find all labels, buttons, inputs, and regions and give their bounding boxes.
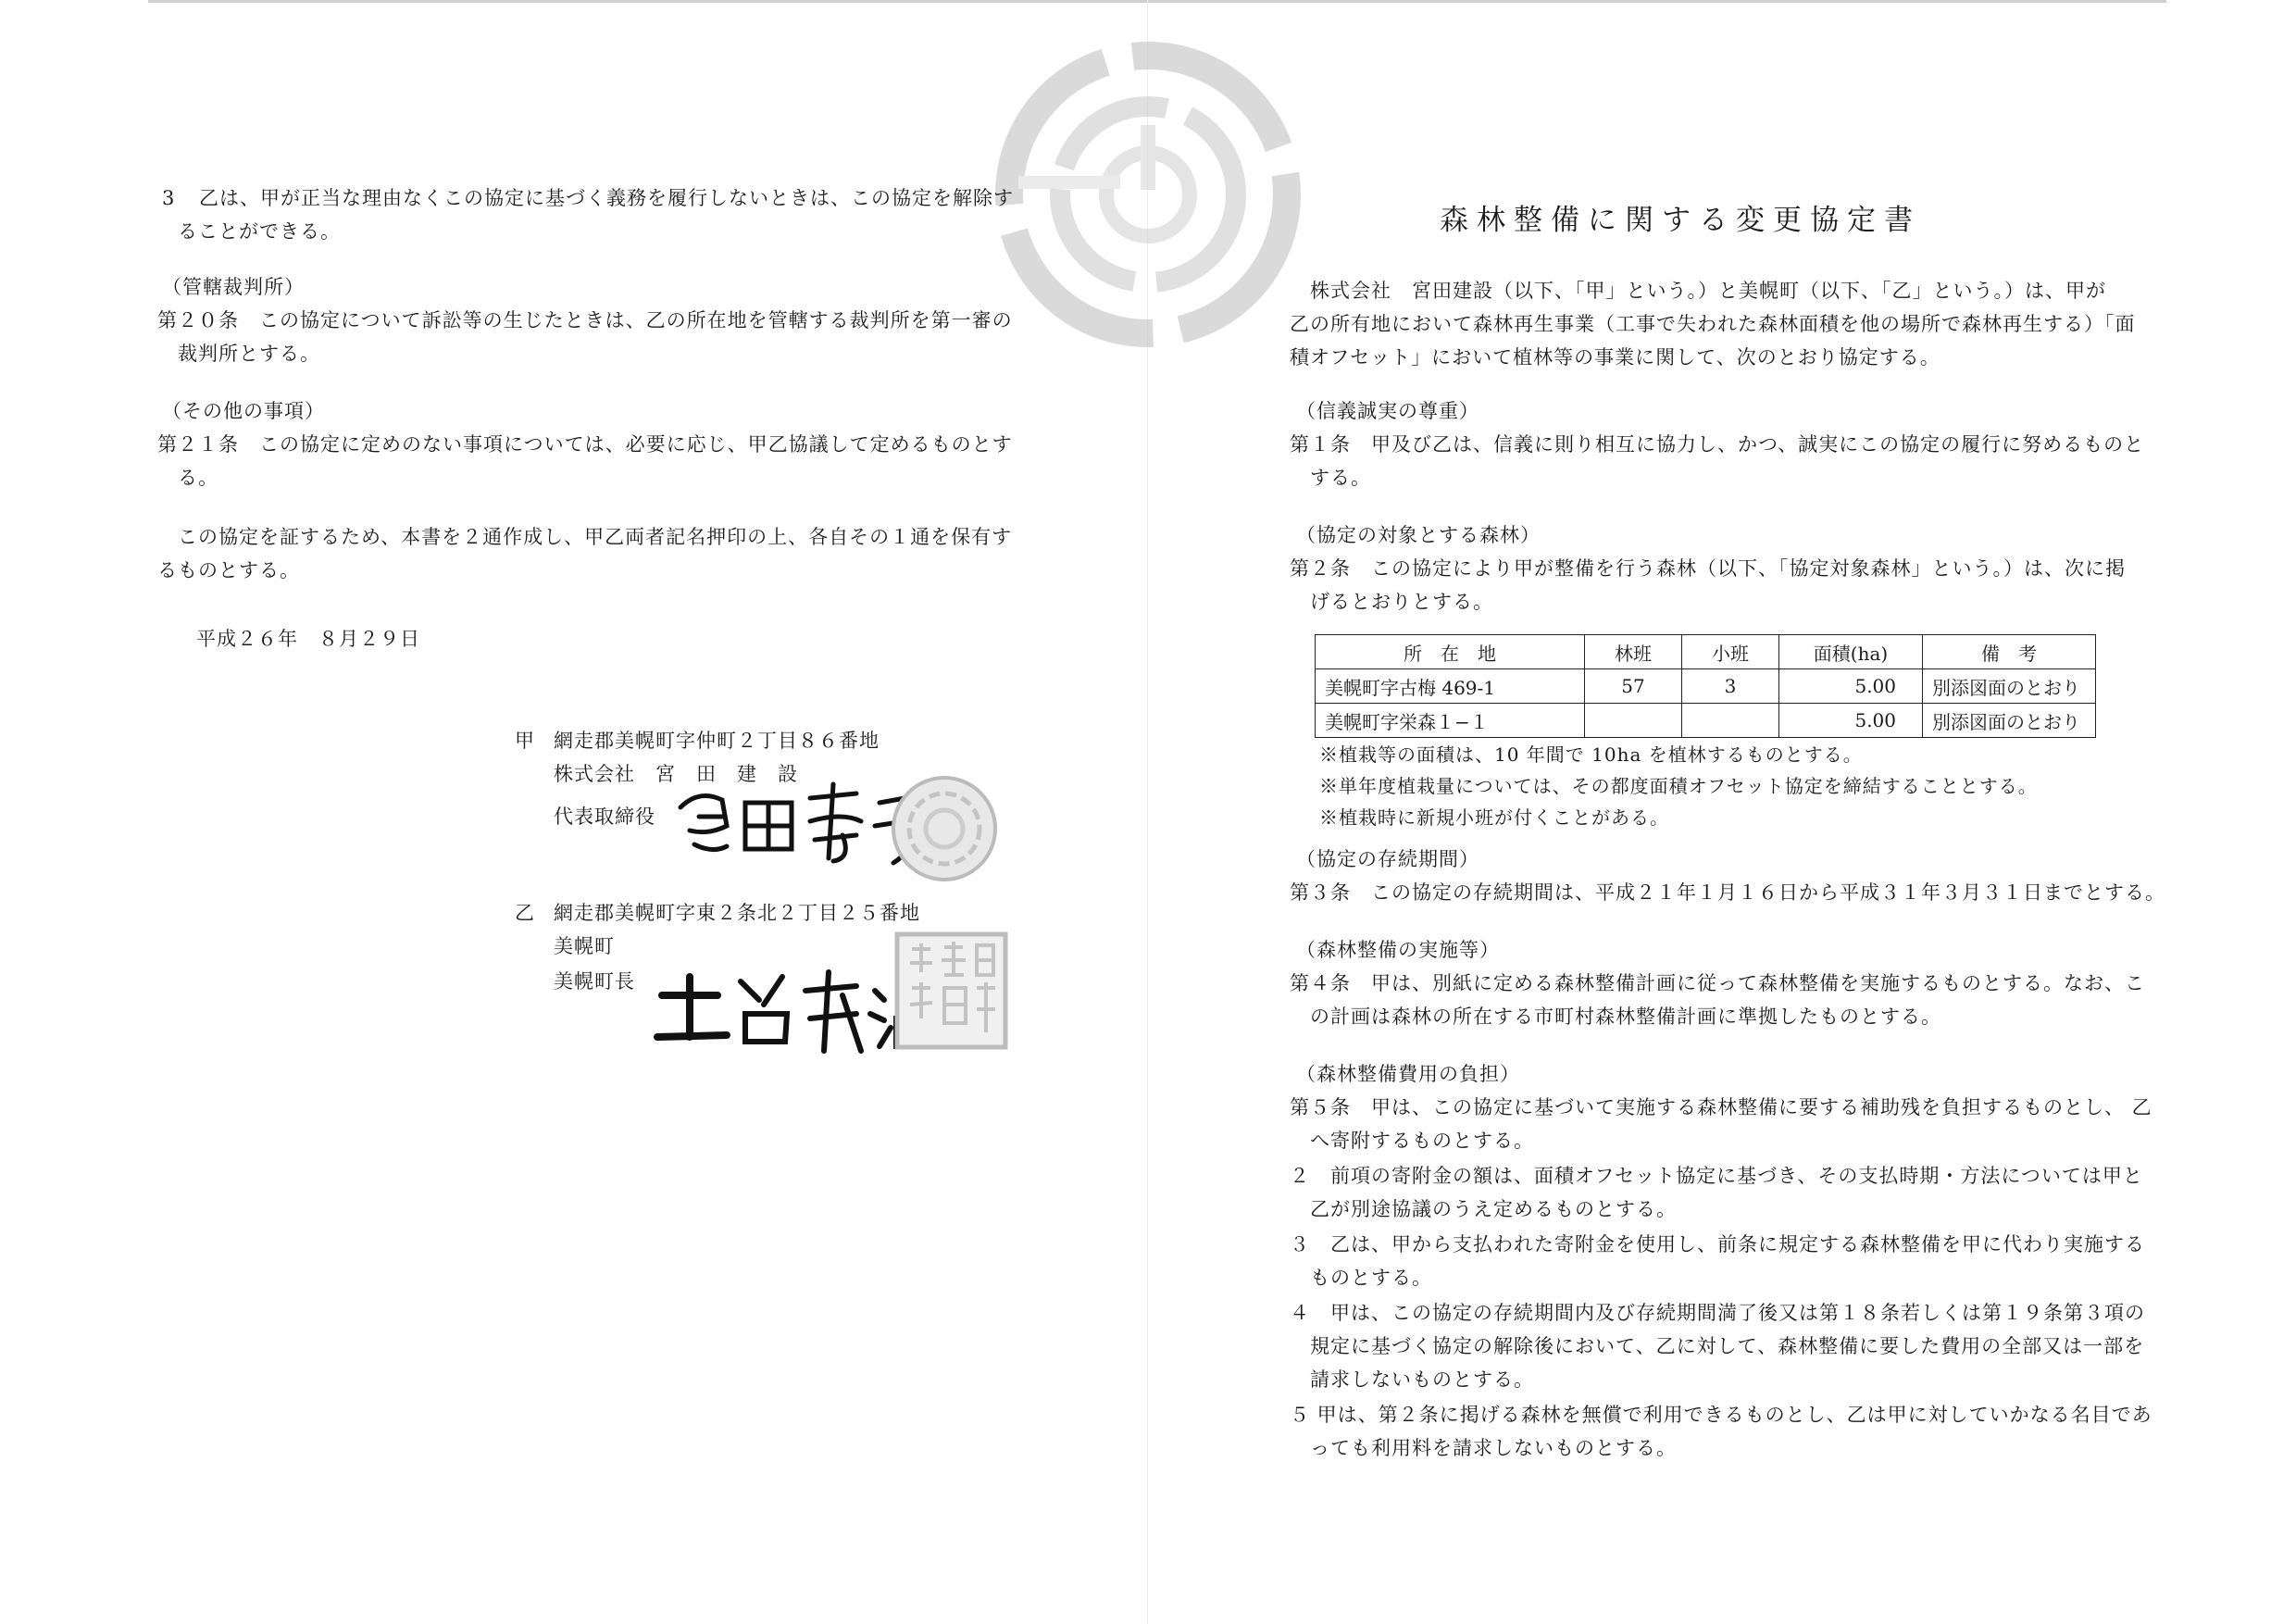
clause-3-number: 3 bbox=[162, 187, 176, 209]
contract-date: 平成２６年 ８月２９日 bbox=[196, 628, 420, 650]
art3-heading: （協定の存続期間） bbox=[1296, 848, 1479, 870]
cell-rinpan bbox=[1585, 704, 1682, 738]
cell-notes: 別添図面のとおり bbox=[1923, 669, 2096, 704]
art5-p3-line2: ものとする。 bbox=[1310, 1267, 1432, 1289]
party-b-org: 美幌町 bbox=[554, 935, 615, 957]
table-row bbox=[1316, 669, 2096, 704]
art2-heading: （協定の対象とする森林） bbox=[1296, 524, 1541, 546]
clause-3-line1: 乙は、甲が正当な理由なくこの協定に基づく義務を履行しないときは、この協定を解除す bbox=[199, 187, 1014, 209]
closing-line2: るものとする。 bbox=[157, 559, 300, 581]
cell-shohan: 3 bbox=[1682, 669, 1779, 704]
table-header-row bbox=[1316, 635, 2096, 669]
clause-3-line2: ることができる。 bbox=[178, 220, 341, 243]
art2-line2: げるとおりとする。 bbox=[1310, 591, 1493, 613]
table-row bbox=[1316, 704, 2096, 738]
header-notes: 備 考 bbox=[1923, 635, 2096, 669]
art5-p5-line1: ５ 甲は、第２条に掲げる森林を無償で利用できるものとし、乙は甲に対していかなる名目であ bbox=[1290, 1404, 2152, 1426]
art1-line1: 第１条 甲及び乙は、信義に則り相互に協力し、かつ、誠実にこの協定の履行に努めるものと bbox=[1290, 433, 2145, 456]
art5-line2: へ寄附するものとする。 bbox=[1310, 1130, 1534, 1152]
party-a-address: 網走郡美幌町字仲町２丁目８６番地 bbox=[554, 730, 880, 752]
party-b-signature bbox=[648, 963, 926, 1065]
art1-line2: する。 bbox=[1310, 467, 1371, 489]
closing-line1: この協定を証するため、本書を２通作成し、甲乙両者記名押印の上、各自その１通を保有す bbox=[178, 526, 1013, 548]
header-shohan: 小班 bbox=[1682, 635, 1779, 669]
party-a-mark: 甲 bbox=[515, 730, 535, 752]
party-b-role: 美幌町長 bbox=[554, 970, 635, 993]
intro-line1: 株式会社 宮田建設（以下、「甲」という。）と美幌町（以下、「乙」という。）は、甲が bbox=[1310, 280, 2106, 302]
art1-heading: （信義誠実の尊重） bbox=[1296, 400, 1479, 422]
header-rinpan: 林班 bbox=[1585, 635, 1682, 669]
art3-line1: 第３条 この協定の存続期間は、平成２１年１月１６日から平成３１年３月３１日までとする。 bbox=[1290, 881, 2165, 904]
art21-line1: 第２１条 この協定に定めのない事項については、必要に応じ、甲乙協議して定めるものとす bbox=[157, 433, 1013, 456]
art5-p4-line2: 規定に基づく協定の解除後において、乙に対して、森林整備に要した費用の全部又は一部を bbox=[1310, 1335, 2145, 1357]
art20-line2: 裁判所とする。 bbox=[178, 343, 320, 365]
art21-line2: る。 bbox=[178, 467, 218, 489]
party-a-role: 代表取締役 bbox=[554, 806, 655, 828]
party-a-company: 株式会社 宮 田 建 設 bbox=[554, 763, 798, 785]
intro-line3: 積オフセット」において植林等の事業に関して、次のとおり協定する。 bbox=[1290, 346, 1940, 369]
cell-shohan bbox=[1682, 704, 1779, 738]
party-b-mark: 乙 bbox=[515, 902, 535, 924]
cell-area: 5.00 bbox=[1779, 704, 1923, 738]
table-note-2: ※単年度植栽量については、その都度面積オフセット協定を締結することとする。 bbox=[1319, 775, 2038, 797]
header-area: 面積(ha) bbox=[1779, 635, 1923, 669]
table-note-1: ※植栽等の面積は、10 年間で 10ha を植林するものとする。 bbox=[1319, 743, 1863, 766]
party-b-official-seal bbox=[893, 931, 1009, 1051]
document-title: 森林整備に関する変更協定書 bbox=[1440, 204, 1921, 237]
forest-table bbox=[1315, 634, 2096, 738]
art5-line1: 第５条 甲は、この協定に基づいて実施する森林整備に要する補助残を負担するものとし、 乙 bbox=[1290, 1096, 2152, 1118]
party-a-company-seal bbox=[889, 773, 1000, 884]
art4-line2: の計画は森林の所在する市町村森林整備計画に準拠したものとする。 bbox=[1310, 1006, 1941, 1028]
art5-p2-line2: 乙が別途協議のうえ定めるものとする。 bbox=[1310, 1198, 1677, 1220]
party-b-address: 網走郡美幌町字東２条北２丁目２５番地 bbox=[554, 902, 920, 924]
header-location: 所 在 地 bbox=[1316, 635, 1585, 669]
art2-line1: 第２条 この協定により甲が整備を行う森林（以下、「協定対象森林」という。）は、次に掲 bbox=[1290, 557, 2126, 580]
art4-heading: （森林整備の実施等） bbox=[1296, 939, 1500, 961]
cell-rinpan: 57 bbox=[1585, 669, 1682, 704]
art5-p4-line3: 請求しないものとする。 bbox=[1310, 1368, 1534, 1391]
art4-line1: 第４条 甲は、別紙に定める森林整備計画に従って森林整備を実施するものとする。なお、こ bbox=[1290, 972, 2145, 994]
cell-notes: 別添図面のとおり bbox=[1923, 704, 2096, 738]
art21-heading: （その他の事項） bbox=[162, 400, 325, 422]
art5-p4-line1: ４ 甲は、この協定の存続期間内及び存続期間満了後又は第１８条若しくは第１９条第３項の bbox=[1290, 1302, 2145, 1324]
table-note-3: ※植栽時に新規小班が付くことがある。 bbox=[1319, 806, 1669, 829]
cell-area: 5.00 bbox=[1779, 669, 1923, 704]
intro-line2: 乙の所有地において森林再生事業（工事で失われた森林面積を他の場所で森林再生する）「面 bbox=[1290, 313, 2136, 335]
art5-p3-line1: ３ 乙は、甲から支払われた寄附金を使用し、前条に規定する森林整備を甲に代わり実施する bbox=[1290, 1233, 2145, 1255]
art5-p5-line2: っても利用料を請求しないものとする。 bbox=[1310, 1437, 1677, 1459]
art20-heading: （管轄裁判所） bbox=[162, 276, 305, 298]
art5-p2-line1: ２ 前項の寄附金の額は、面積オフセット協定に基づき、その支払時期・方法については甲と bbox=[1290, 1165, 2143, 1187]
cell-location: 美幌町字古梅 469-1 bbox=[1316, 669, 1585, 704]
art5-heading: （森林整備費用の負担） bbox=[1296, 1063, 1520, 1085]
art20-line1: 第２０条 この協定について訴訟等の生じたときは、乙の所在地を管轄する裁判所を第一審の bbox=[157, 309, 1013, 331]
cell-location: 美幌町字栄森１−１ bbox=[1316, 704, 1585, 738]
